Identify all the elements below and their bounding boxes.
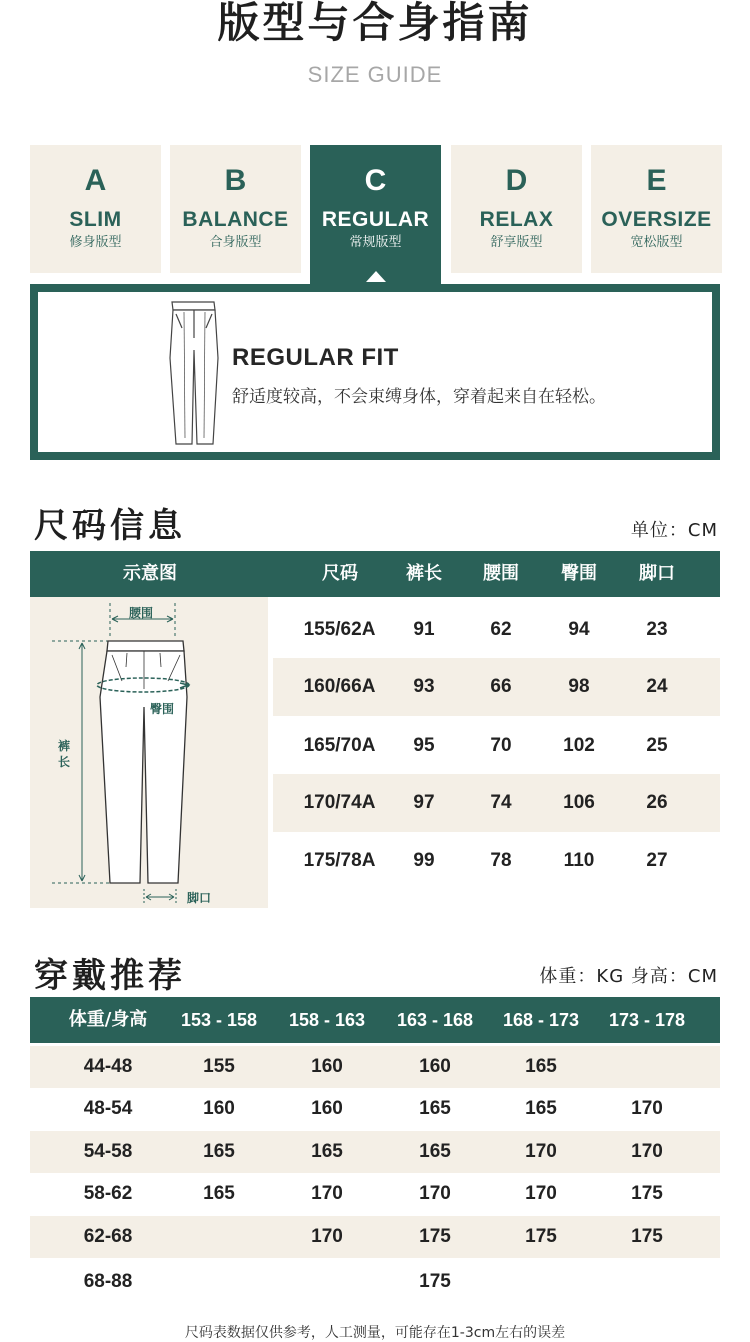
size-info-unit: 单位：CM bbox=[630, 520, 718, 541]
fit-cn: 修身版型 bbox=[69, 235, 122, 250]
cell-weight: 48-54 bbox=[83, 1098, 133, 1119]
rec-row bbox=[30, 1046, 720, 1088]
size-row bbox=[273, 658, 720, 716]
selected-arrow-icon bbox=[366, 271, 386, 282]
cell-rec: 170 bbox=[419, 1183, 451, 1204]
cell-rec: 165 bbox=[419, 1098, 451, 1119]
fit-cn: 常规版型 bbox=[349, 235, 402, 250]
fit-tab-oversize[interactable] bbox=[591, 145, 722, 273]
fit-tab-balance[interactable] bbox=[170, 145, 301, 273]
cell-weight: 68-88 bbox=[83, 1271, 133, 1292]
rec-row bbox=[30, 1173, 720, 1215]
cell-size: 175/78A bbox=[303, 850, 376, 871]
cell-hip: 94 bbox=[568, 619, 590, 640]
cell-rec: 175 bbox=[419, 1226, 451, 1247]
cell-size: 160/66A bbox=[303, 676, 376, 697]
cell-rec: 170 bbox=[311, 1183, 343, 1204]
pants-sketch-icon bbox=[166, 298, 222, 448]
cell-rec: 170 bbox=[525, 1183, 557, 1204]
size-info-title: 尺码信息 bbox=[34, 506, 186, 546]
cell-rec: 160 bbox=[419, 1056, 451, 1077]
header-diagram: 示意图 bbox=[123, 563, 177, 584]
cell-rec: 165 bbox=[525, 1056, 557, 1077]
fit-cn: 合身版型 bbox=[209, 235, 262, 250]
cell-hip: 106 bbox=[563, 792, 595, 813]
cell-rec: 160 bbox=[203, 1098, 235, 1119]
cell-rec: 160 bbox=[311, 1056, 343, 1077]
cell-size: 170/74A bbox=[303, 792, 376, 813]
cell-rec: 165 bbox=[203, 1141, 235, 1162]
page-subtitle: SIZE GUIDE bbox=[307, 62, 443, 87]
cell-rec: 155 bbox=[203, 1056, 235, 1077]
cell-rec: 170 bbox=[631, 1098, 663, 1119]
cell-rec: 165 bbox=[419, 1141, 451, 1162]
cell-waist: 66 bbox=[490, 676, 512, 697]
length-label-2: 长 bbox=[58, 755, 71, 769]
cell-rec: 165 bbox=[525, 1098, 557, 1119]
page-title: 版型与合身指南 bbox=[217, 0, 533, 47]
cell-rec: 170 bbox=[311, 1226, 343, 1247]
cell-hem: 25 bbox=[646, 735, 668, 756]
fit-letter: E bbox=[646, 164, 667, 197]
recommendation-title: 穿戴推荐 bbox=[34, 956, 186, 996]
header-height-range: 153 - 158 bbox=[180, 1010, 258, 1030]
fit-cn: 舒享版型 bbox=[490, 235, 543, 250]
cell-rec: 170 bbox=[631, 1141, 663, 1162]
header-height-range: 158 - 163 bbox=[288, 1010, 366, 1030]
rec-row bbox=[30, 1088, 720, 1130]
fit-name: SLIM bbox=[69, 208, 122, 231]
fit-tab-regular[interactable] bbox=[310, 145, 441, 285]
fit-letter: D bbox=[505, 164, 528, 197]
fit-tab-slim[interactable] bbox=[30, 145, 161, 273]
size-row bbox=[273, 717, 720, 775]
fit-detail-title: REGULAR FIT bbox=[232, 344, 399, 371]
waist-label: 腰围 bbox=[129, 606, 154, 620]
header-hip: 臀围 bbox=[561, 563, 597, 584]
header-hem: 脚口 bbox=[639, 563, 675, 584]
measurement-diagram bbox=[30, 597, 268, 908]
cell-length: 91 bbox=[413, 619, 435, 640]
cell-hem: 24 bbox=[646, 676, 668, 697]
cell-hem: 27 bbox=[646, 850, 668, 871]
cell-hip: 98 bbox=[568, 676, 590, 697]
length-label-1: 裤 bbox=[58, 739, 71, 753]
cell-length: 93 bbox=[413, 676, 435, 697]
cell-weight: 62-68 bbox=[83, 1226, 133, 1247]
cell-waist: 70 bbox=[490, 735, 512, 756]
header-height-range: 173 - 178 bbox=[608, 1010, 686, 1030]
cell-length: 97 bbox=[413, 792, 435, 813]
fit-detail-panel bbox=[30, 284, 720, 460]
cell-weight: 44-48 bbox=[83, 1056, 133, 1077]
fit-tab-relax[interactable] bbox=[451, 145, 582, 273]
rec-row bbox=[30, 1261, 720, 1303]
size-table-header bbox=[30, 551, 720, 597]
cell-hem: 23 bbox=[646, 619, 668, 640]
cell-waist: 74 bbox=[490, 792, 512, 813]
header-height-range: 168 - 173 bbox=[502, 1010, 580, 1030]
cell-rec: 165 bbox=[203, 1183, 235, 1204]
cell-rec: 175 bbox=[525, 1226, 557, 1247]
cell-hem: 26 bbox=[646, 792, 668, 813]
fit-letter: C bbox=[364, 164, 387, 197]
cell-hip: 102 bbox=[563, 735, 595, 756]
cell-length: 99 bbox=[413, 850, 435, 871]
header-height-range: 163 - 168 bbox=[396, 1010, 474, 1030]
size-row bbox=[273, 601, 720, 659]
cell-weight: 54-58 bbox=[83, 1141, 133, 1162]
rec-row bbox=[30, 1131, 720, 1173]
cell-rec: 175 bbox=[419, 1271, 451, 1292]
header-size: 尺码 bbox=[322, 563, 358, 584]
fit-name: RELAX bbox=[479, 208, 554, 231]
fit-name: BALANCE bbox=[182, 208, 289, 231]
rec-row bbox=[30, 1216, 720, 1258]
footnote: 尺码表数据仅供参考，人工测量，可能存在1-3cm左右的误差 bbox=[184, 1325, 566, 1341]
fit-detail-description: 舒适度较高，不会束缚身体，穿着起来自在轻松。 bbox=[232, 387, 606, 407]
hip-label: 臀围 bbox=[150, 702, 175, 716]
cell-waist: 78 bbox=[490, 850, 512, 871]
cell-rec: 175 bbox=[631, 1226, 663, 1247]
fit-name: OVERSIZE bbox=[601, 208, 712, 231]
cell-weight: 58-62 bbox=[83, 1183, 133, 1204]
cell-size: 155/62A bbox=[303, 619, 376, 640]
fit-letter: A bbox=[84, 164, 107, 197]
rec-table-header bbox=[30, 997, 720, 1043]
hem-label: 脚口 bbox=[187, 891, 212, 905]
header-length: 裤长 bbox=[406, 563, 442, 584]
fit-cn: 宽松版型 bbox=[630, 235, 683, 250]
header-weight-height: 体重/身高 bbox=[68, 1009, 148, 1030]
recommendation-unit: 体重：KG 身高：CM bbox=[539, 966, 718, 987]
cell-rec: 165 bbox=[311, 1141, 343, 1162]
cell-hip: 110 bbox=[563, 850, 595, 871]
size-row bbox=[273, 832, 720, 890]
cell-size: 165/70A bbox=[303, 735, 376, 756]
header-waist: 腰围 bbox=[483, 563, 519, 584]
cell-rec: 160 bbox=[311, 1098, 343, 1119]
cell-rec: 175 bbox=[631, 1183, 663, 1204]
cell-length: 95 bbox=[413, 735, 435, 756]
cell-rec: 170 bbox=[525, 1141, 557, 1162]
fit-name: REGULAR bbox=[321, 208, 430, 231]
size-row bbox=[273, 774, 720, 832]
cell-waist: 62 bbox=[490, 619, 512, 640]
fit-letter: B bbox=[224, 164, 247, 197]
